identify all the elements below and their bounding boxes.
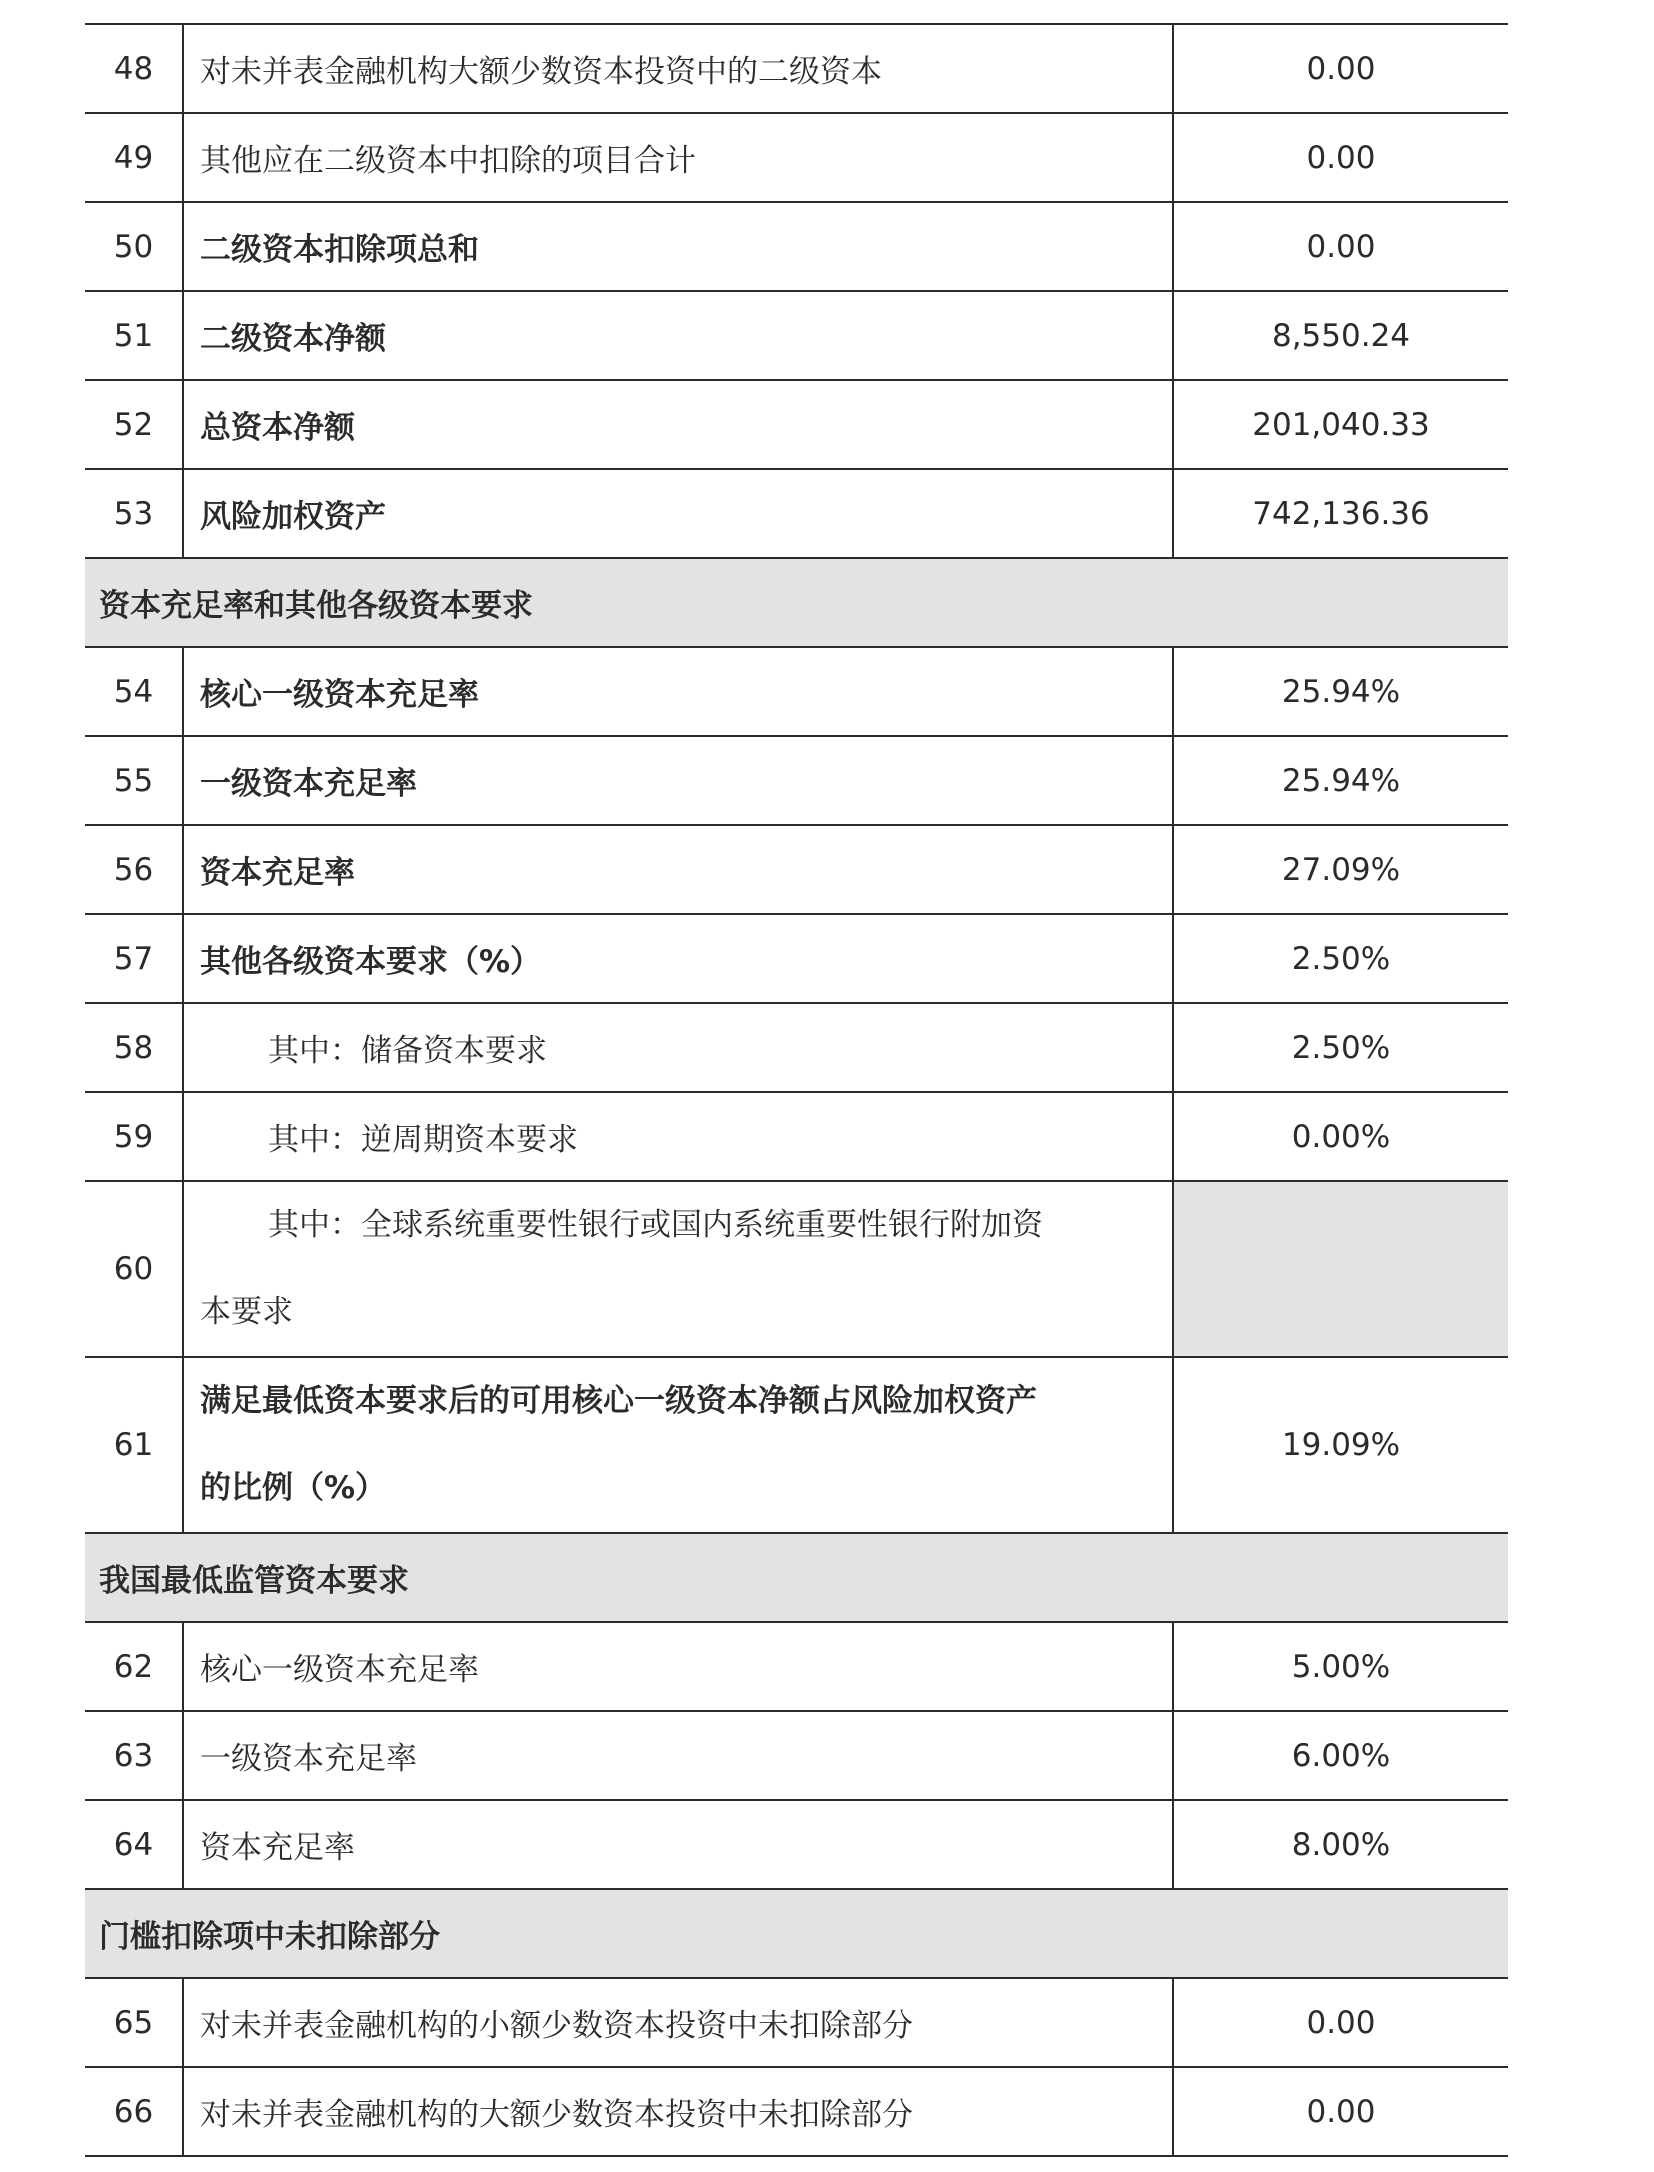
row-item: 二级资本扣除项总和 xyxy=(183,202,1173,291)
row-item: 其他应在二级资本中扣除的项目合计 xyxy=(183,113,1173,202)
row-item: 对未并表金融机构的大额少数资本投资中未扣除部分 xyxy=(183,2067,1173,2156)
table-row xyxy=(85,202,1508,291)
row-value: 2.50% xyxy=(1173,914,1508,1003)
row-number: 62 xyxy=(85,1622,183,1711)
row-value: 0.00 xyxy=(1173,1978,1508,2067)
table-row xyxy=(85,24,1508,113)
row-item: 核心一级资本充足率 xyxy=(183,1622,1173,1711)
row-item: 核心一级资本充足率 xyxy=(183,647,1173,736)
section-title: 门槛扣除项中未扣除部分 xyxy=(85,1889,1508,1978)
row-number: 53 xyxy=(85,469,183,558)
row-item xyxy=(183,1357,1173,1533)
row-value: 0.00% xyxy=(1173,1092,1508,1181)
table-row xyxy=(85,113,1508,202)
row-item: 其他各级资本要求（%） xyxy=(183,914,1173,1003)
table-row xyxy=(85,2067,1508,2156)
row-number: 57 xyxy=(85,914,183,1003)
section-title: 我国最低监管资本要求 xyxy=(85,1533,1508,1622)
section-header-row xyxy=(85,558,1508,647)
row-item: 风险加权资产 xyxy=(183,469,1173,558)
row-item: 对未并表金融机构的小额少数资本投资中未扣除部分 xyxy=(183,1978,1173,2067)
table-row xyxy=(85,1092,1508,1181)
row-value: 201,040.33 xyxy=(1173,380,1508,469)
row-number: 48 xyxy=(85,24,183,113)
row-value xyxy=(1173,1181,1508,1357)
row-number: 52 xyxy=(85,380,183,469)
row-item-line-1: 其中：全球系统重要性银行或国内系统重要性银行附加资 xyxy=(268,1207,1043,1243)
capital-adequacy-table xyxy=(85,23,1508,2157)
row-item: 对未并表金融机构大额少数资本投资中的二级资本 xyxy=(183,24,1173,113)
table-row xyxy=(85,736,1508,825)
row-number: 55 xyxy=(85,736,183,825)
row-value: 0.00 xyxy=(1173,202,1508,291)
table-row xyxy=(85,291,1508,380)
row-number: 66 xyxy=(85,2067,183,2156)
table-row xyxy=(85,1357,1508,1533)
table-row xyxy=(85,1800,1508,1889)
row-value: 0.00 xyxy=(1173,113,1508,202)
row-value: 6.00% xyxy=(1173,1711,1508,1800)
row-number: 51 xyxy=(85,291,183,380)
row-number: 59 xyxy=(85,1092,183,1181)
table-row xyxy=(85,825,1508,914)
row-item: 资本充足率 xyxy=(183,825,1173,914)
row-number: 61 xyxy=(85,1357,183,1533)
row-item-line-1: 满足最低资本要求后的可用核心一级资本净额占风险加权资产 xyxy=(200,1383,1037,1419)
row-number: 56 xyxy=(85,825,183,914)
row-item: 其中：储备资本要求 xyxy=(183,1003,1173,1092)
row-value: 27.09% xyxy=(1173,825,1508,914)
row-number: 65 xyxy=(85,1978,183,2067)
row-value: 19.09% xyxy=(1173,1357,1508,1533)
row-item: 其中：逆周期资本要求 xyxy=(183,1092,1173,1181)
table-row xyxy=(85,647,1508,736)
row-value: 8.00% xyxy=(1173,1800,1508,1889)
row-item xyxy=(183,1181,1173,1357)
section-title: 资本充足率和其他各级资本要求 xyxy=(85,558,1508,647)
row-number: 58 xyxy=(85,1003,183,1092)
row-item: 一级资本充足率 xyxy=(183,736,1173,825)
row-item: 资本充足率 xyxy=(183,1800,1173,1889)
table-row xyxy=(85,469,1508,558)
table-row xyxy=(85,380,1508,469)
table-row xyxy=(85,1711,1508,1800)
table-row xyxy=(85,914,1508,1003)
row-value: 5.00% xyxy=(1173,1622,1508,1711)
row-item-line-2: 本要求 xyxy=(200,1294,293,1330)
row-value: 0.00 xyxy=(1173,2067,1508,2156)
row-value: 25.94% xyxy=(1173,647,1508,736)
row-value: 25.94% xyxy=(1173,736,1508,825)
table-row xyxy=(85,1978,1508,2067)
section-header-row xyxy=(85,1889,1508,1978)
row-item: 二级资本净额 xyxy=(183,291,1173,380)
table-row xyxy=(85,1003,1508,1092)
row-value: 0.00 xyxy=(1173,24,1508,113)
row-value: 2.50% xyxy=(1173,1003,1508,1092)
row-value: 8,550.24 xyxy=(1173,291,1508,380)
row-number: 50 xyxy=(85,202,183,291)
row-value: 742,136.36 xyxy=(1173,469,1508,558)
section-header-row xyxy=(85,1533,1508,1622)
row-number: 49 xyxy=(85,113,183,202)
row-item: 一级资本充足率 xyxy=(183,1711,1173,1800)
row-item: 总资本净额 xyxy=(183,380,1173,469)
row-item-line-2: 的比例（%） xyxy=(200,1470,387,1506)
table-row xyxy=(85,1181,1508,1357)
row-number: 54 xyxy=(85,647,183,736)
row-number: 64 xyxy=(85,1800,183,1889)
row-number: 60 xyxy=(85,1181,183,1357)
row-number: 63 xyxy=(85,1711,183,1800)
table-row xyxy=(85,1622,1508,1711)
